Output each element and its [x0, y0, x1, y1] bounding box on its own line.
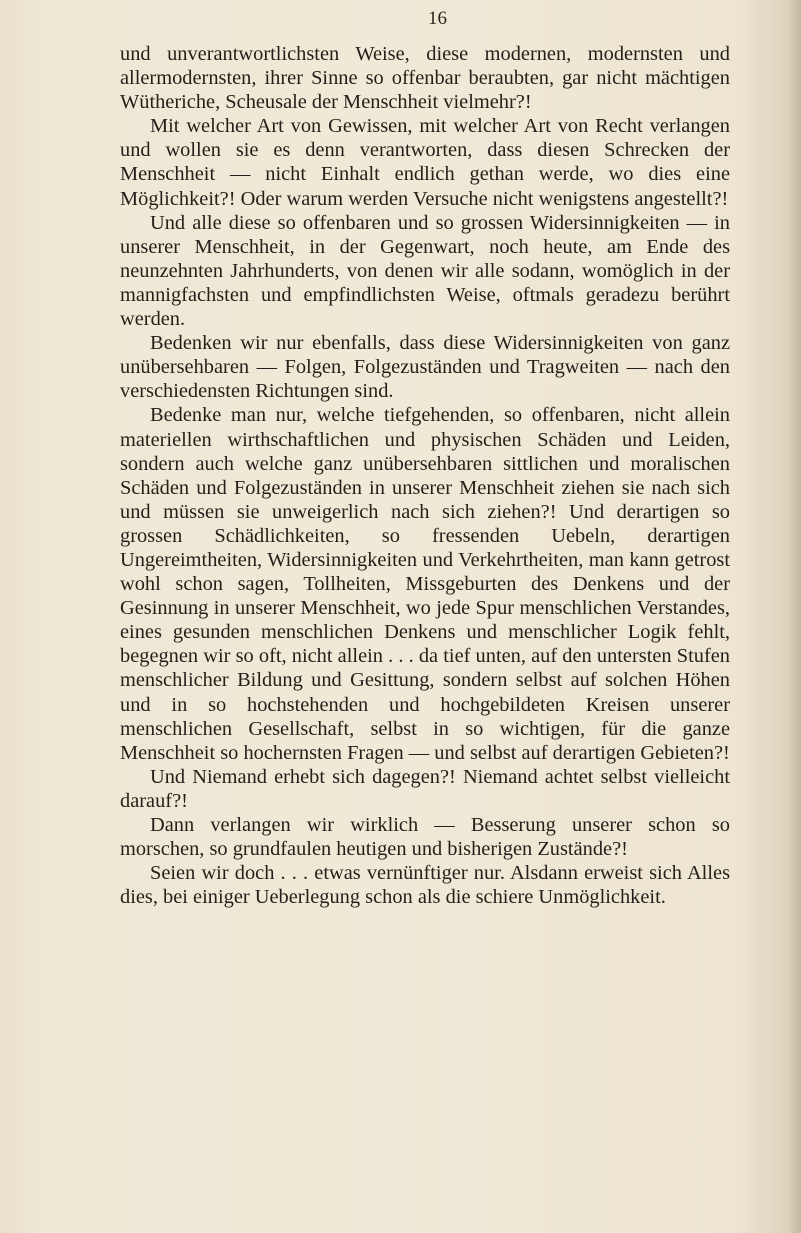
- page-number: 16: [428, 8, 447, 29]
- page-spine-shadow: [787, 0, 801, 1233]
- body-text: [120, 42, 730, 909]
- paragraph: Und Niemand erhebt sich dagegen?! Niemand achtet selbst vielleicht darauf?!: [120, 765, 730, 812]
- paragraph: Mit welcher Art von Gewissen, mit welcher Art von Recht verlangen und wollen sie es denn verantworten, dass diesen Schrecken der Menschheit — nicht Einhalt endlich gethan werde, wo dies eine Möglichkeit?! Oder warum werden Versuche nicht wenigstens angestellt?!: [120, 115, 730, 210]
- paragraph: und unverantwortlichsten Weise, diese modernen, modernsten und allermodernsten, ihrer Sinne so offenbar beraubten, gar nicht mächtigen Wütheriche, Scheusale der Menschheit vielmehr?!: [120, 43, 730, 114]
- paragraph: Bedenken wir nur ebenfalls, dass diese Widersinnigkeiten von ganz unübersehbaren — Folgen, Folgezuständen und Tragweiten — nach den verschiedensten Richtungen sind.: [120, 332, 730, 403]
- paragraph: Dann verlangen wir wirklich — Besserung unserer schon so morschen, so grundfaulen heutigen und bisherigen Zustände?!: [120, 814, 730, 861]
- paragraph: Und alle diese so offenbaren und so grossen Widersinnigkeiten — in unserer Menschheit, in der Gegenwart, noch heute, am Ende des neunzehnten Jahrhunderts, von denen wir alle sodann, womöglich in der mannigfachsten und empfindlichsten Weise, oftmals geradezu berührt werden.: [120, 211, 730, 331]
- paragraph: Seien wir doch . . . etwas vernünftiger nur. Alsdann erweist sich Alles dies, bei einiger Ueberlegung schon als die schiere Unmöglichkeit.: [120, 862, 730, 909]
- paragraph: Bedenke man nur, welche tiefgehenden, so offenbaren, nicht allein materiellen wirthschaftlichen und physischen Schäden und Leiden, sondern auch welche ganz unübersehbaren sittlichen und moralischen Schäden und Folgezuständen in unserer Menschheit ziehen sie nach sich und müssen sie unweigerlich nach sich ziehen?! Und derartigen so grossen Schädlichkeiten, so fressenden Uebeln, derartigen Ungereimtheiten, Widersinnigkeiten und Verkehrtheiten, man kann getrost wohl schon sagen, Tollheiten, Missgeburten des Denkens und der Gesinnung in unserer Menschheit, wo jede Spur menschlichen Verstandes, eines gesunden menschlichen Denkens und menschlicher Logik fehlt, begegnen wir so oft, nicht allein . . . da tief unten, auf den untersten Stufen menschlicher Bildung und Gesittung, sondern selbst auf solchen Höhen und in so hochstehenden und hochgebildeten Kreisen unserer menschlichen Gesellschaft, selbst in so wichtigen, für die ganze Menschheit so hochernsten Fragen — und selbst auf derartigen Gebieten?!: [120, 404, 730, 764]
